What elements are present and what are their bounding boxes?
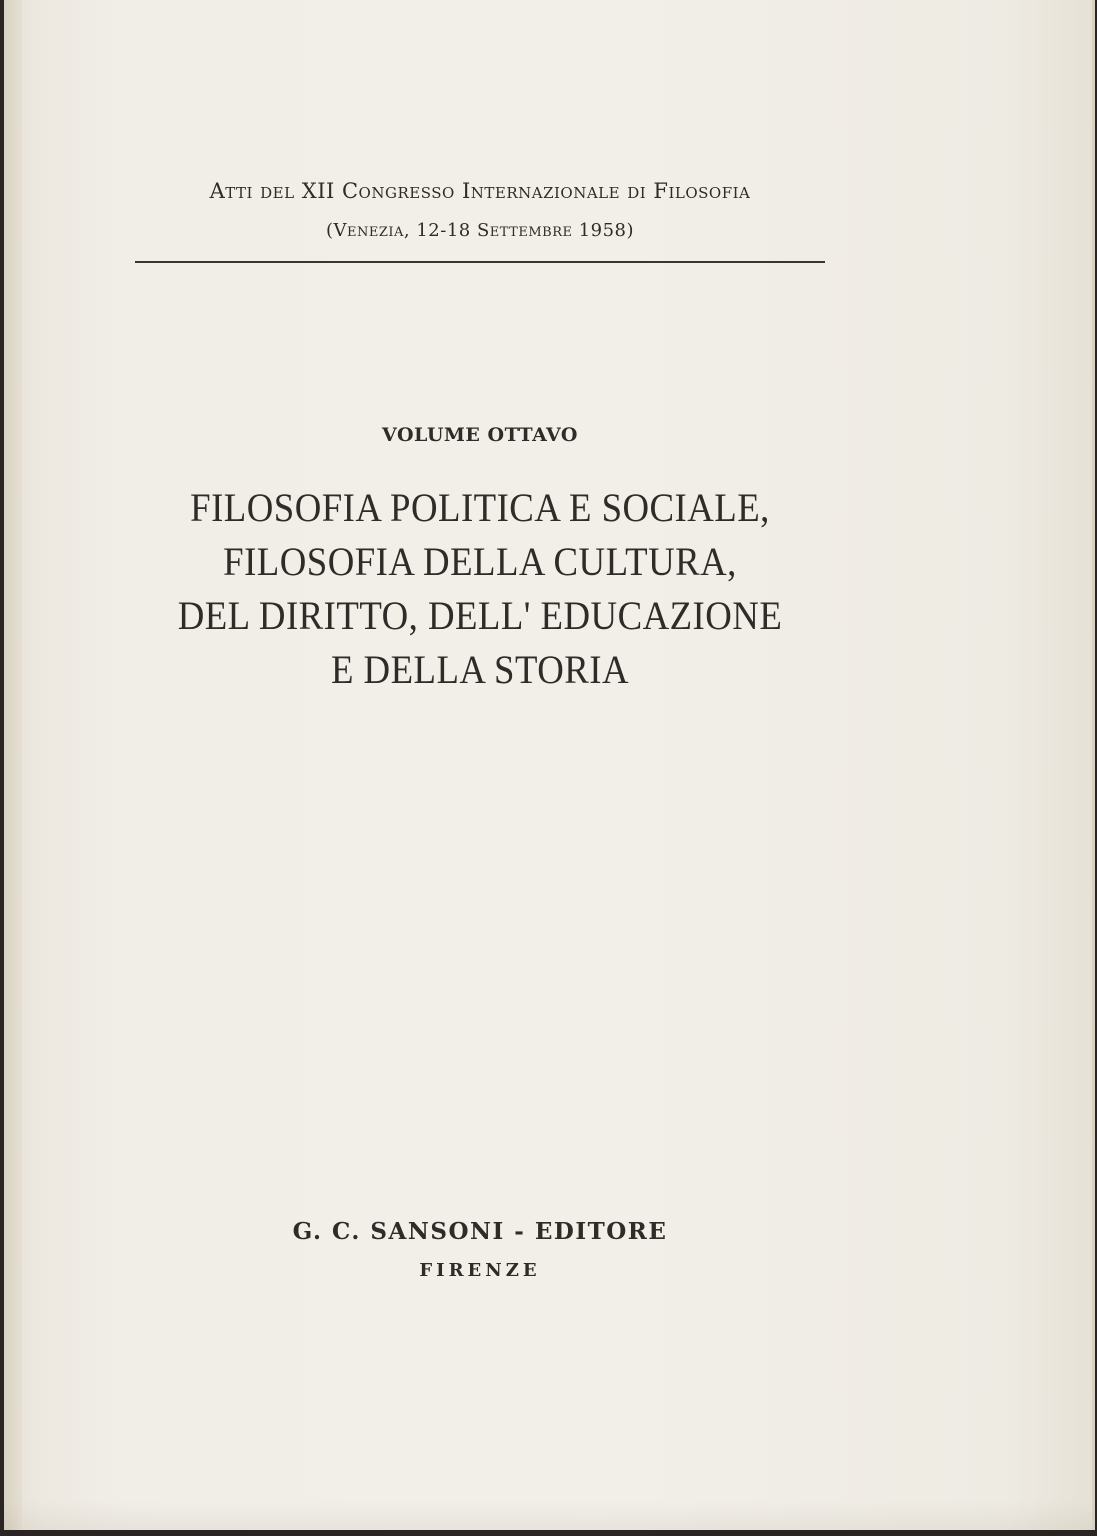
publisher: G. C. SANSONI - EDITORE bbox=[292, 1218, 668, 1245]
title-line: FILOSOFIA DELLA CULTURA, bbox=[223, 539, 737, 584]
title-line: FILOSOFIA POLITICA E SOCIALE, bbox=[190, 485, 770, 530]
series-header bbox=[135, 176, 825, 246]
title-line: E DELLA STORIA bbox=[330, 647, 630, 692]
publisher-city: FIRENZE bbox=[419, 1260, 541, 1281]
bottom-edge bbox=[4, 1500, 1092, 1530]
book-title bbox=[176, 481, 783, 697]
spine-edge bbox=[4, 0, 22, 1530]
header-rule bbox=[135, 261, 825, 263]
volume-label: VOLUME OTTAVO bbox=[382, 424, 578, 446]
series-title: Atti del XII Congresso Internazionale di Filosofia bbox=[209, 179, 751, 203]
series-subtitle: (Venezia, 12-18 Settembre 1958) bbox=[325, 220, 635, 241]
title-line: DEL DIRITTO, DELL' EDUCAZIONE bbox=[177, 593, 783, 638]
